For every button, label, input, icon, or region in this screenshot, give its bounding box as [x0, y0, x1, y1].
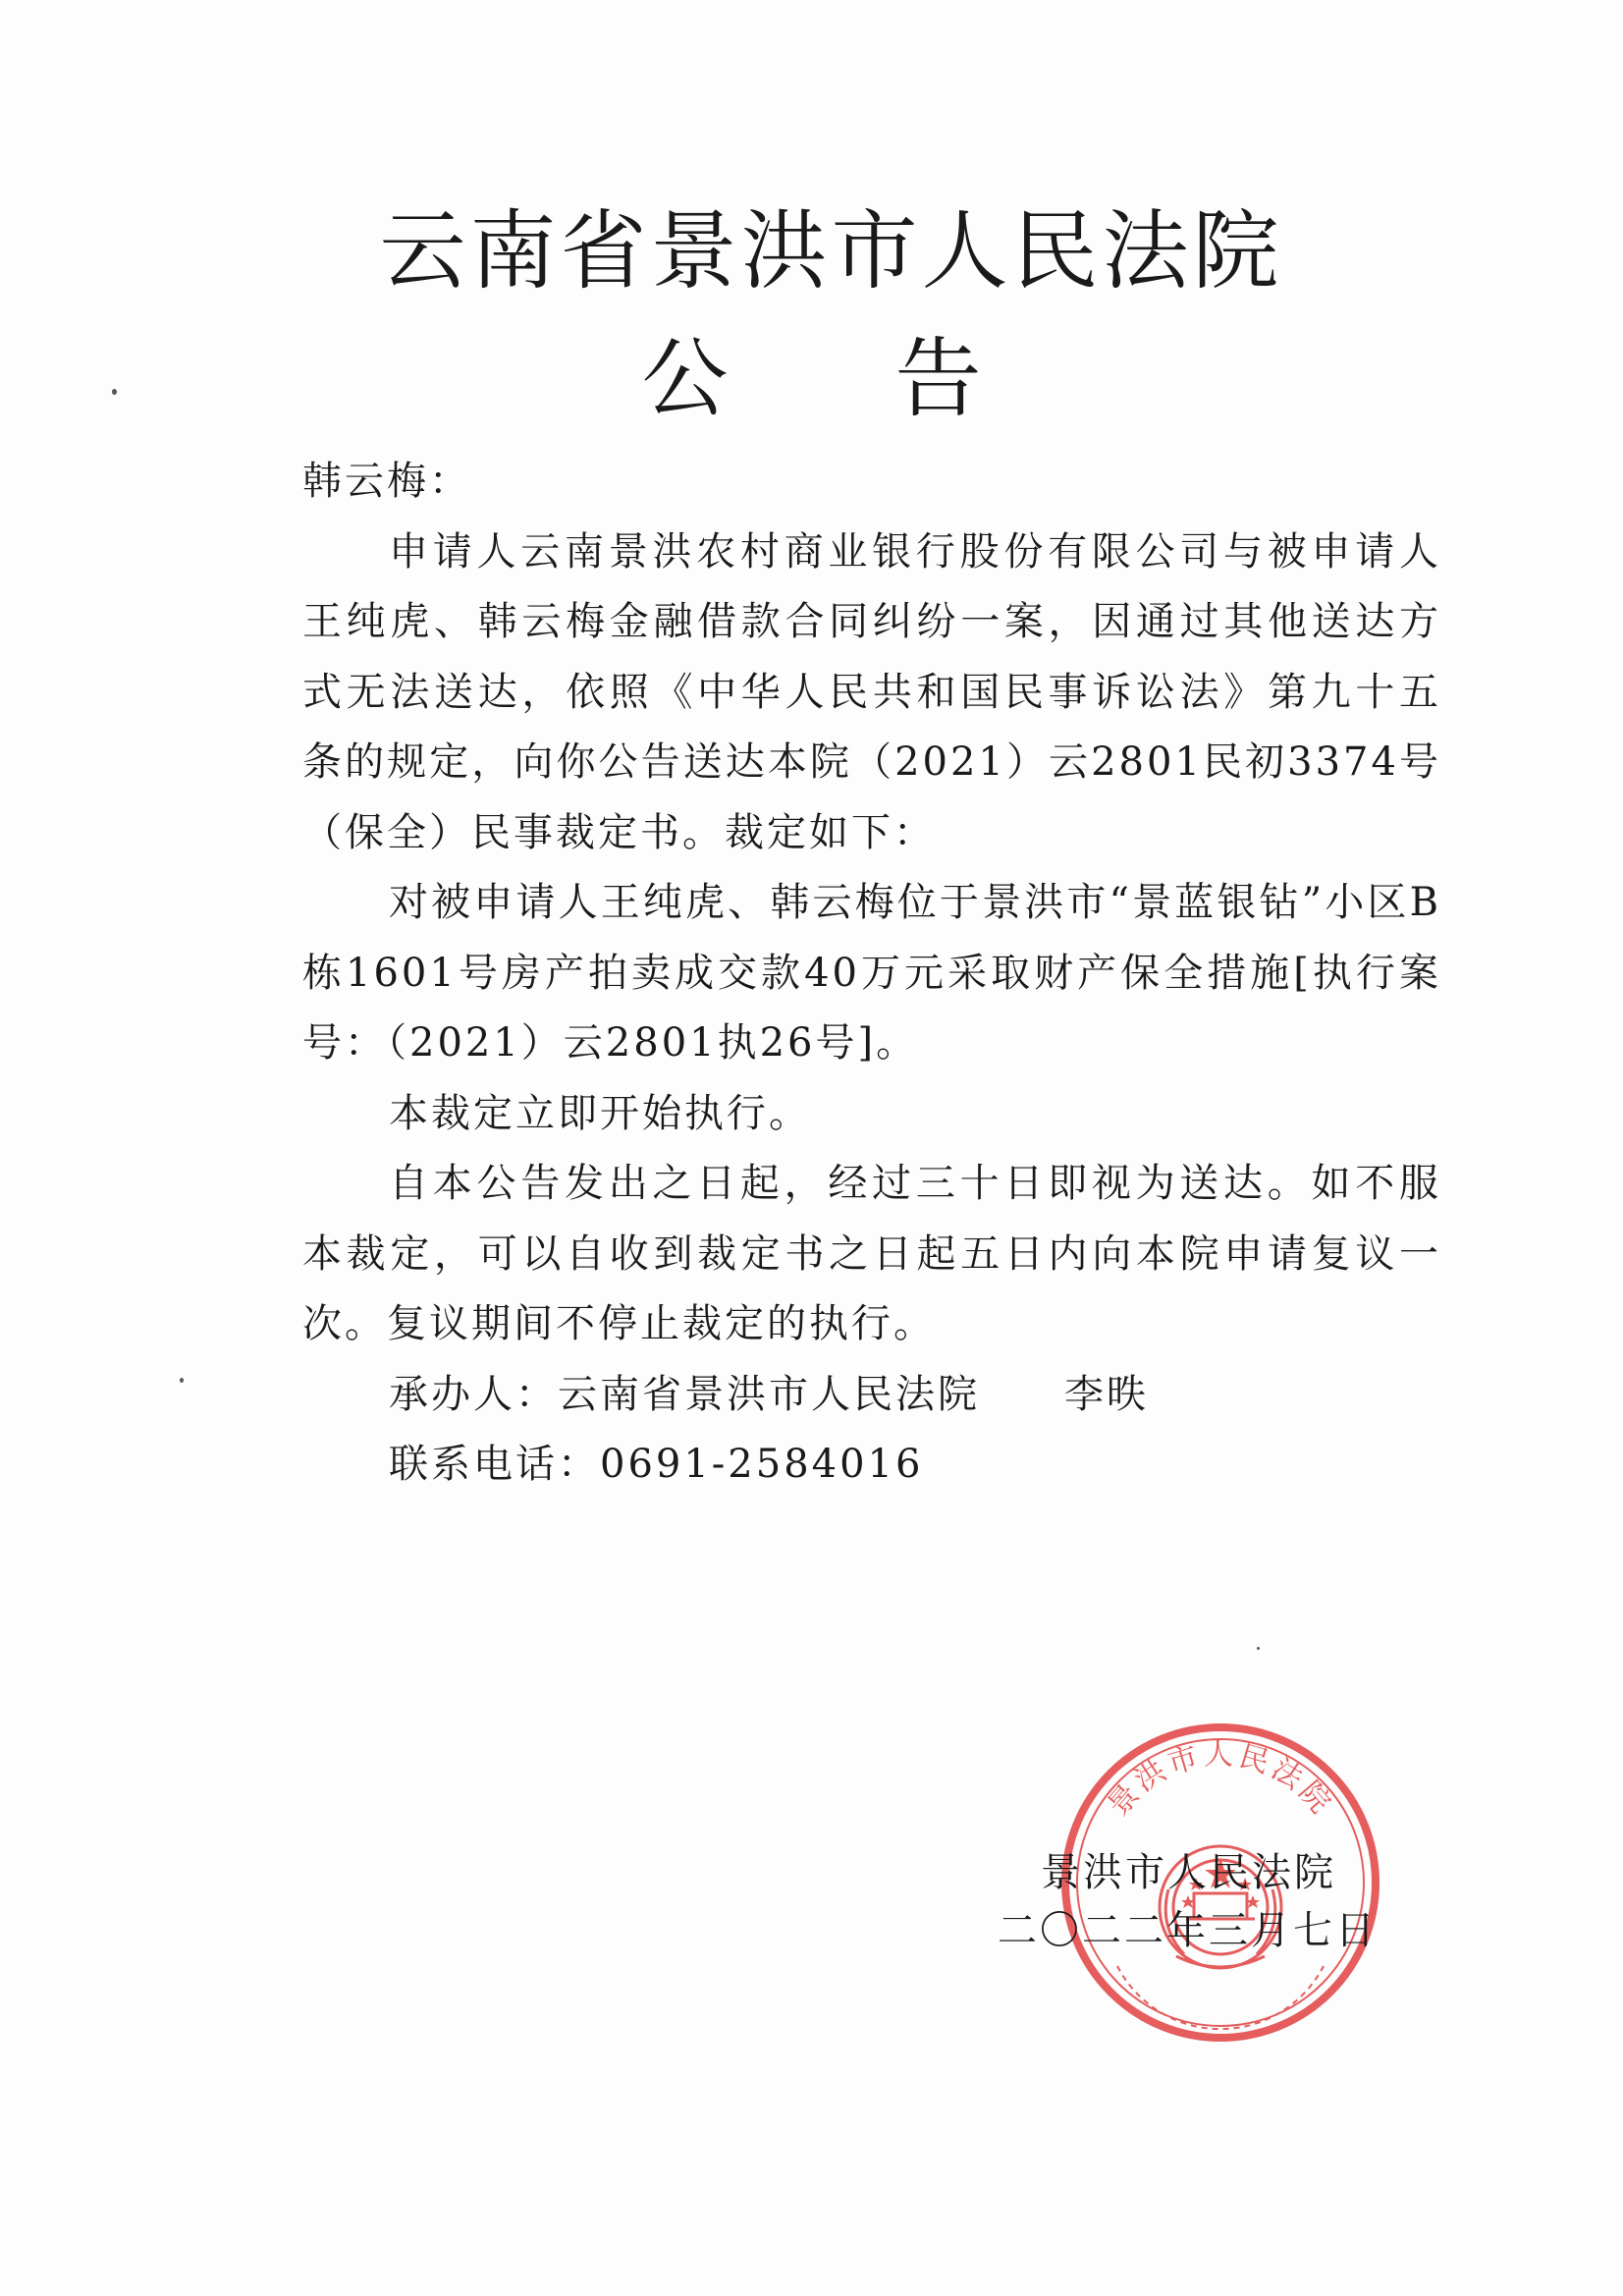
paragraph-appeal: 自本公告发出之日起，经过三十日即视为送达。如不服本裁定，可以自收到裁定书之日起五日内向本院申请复议一次。复议期间不停止裁定的执行。 [302, 1161, 1441, 1346]
scan-speck [112, 389, 117, 395]
contact-phone: 联系电话：0691-2584016 [389, 1442, 924, 1487]
signoff-date: 二〇二二年三月七日 [998, 1908, 1378, 1953]
notice-body [302, 447, 1441, 1501]
paragraph-service: 申请人云南景洪农村商业银行股份有限公司与被申请人王纯虎、韩云梅金融借款合同纠纷一案，因通过其他送达方式无法送达，依照《中华人民共和国民事诉讼法》第九十五条的规定，向你公告送达本院（2021）云2801民初3374号（保全）民事裁定书。裁定如下： [302, 528, 1441, 855]
case-handler: 承办人：云南省景洪市人民法院 李昳 [389, 1371, 1149, 1417]
court-title: 云南省景洪市人民法院 [379, 200, 1283, 301]
scan-speck [1257, 1647, 1260, 1650]
seal-text: 景洪市人民法院 [1101, 1737, 1340, 1824]
paragraph-ruling: 对被申请人王纯虎、韩云梅位于景洪市“景蓝银钻”小区B栋1601号房产拍卖成交款40万元采取财产保全措施[执行案号：（2021）云2801执26号]。 [302, 880, 1441, 1066]
signoff-court: 景洪市人民法院 [1041, 1850, 1336, 1895]
notice-heading: 公告 [641, 328, 1149, 429]
scan-speck [180, 1378, 184, 1383]
addressee: 韩云梅： [302, 459, 471, 504]
paragraph-effect: 本裁定立即开始执行。 [389, 1090, 811, 1136]
